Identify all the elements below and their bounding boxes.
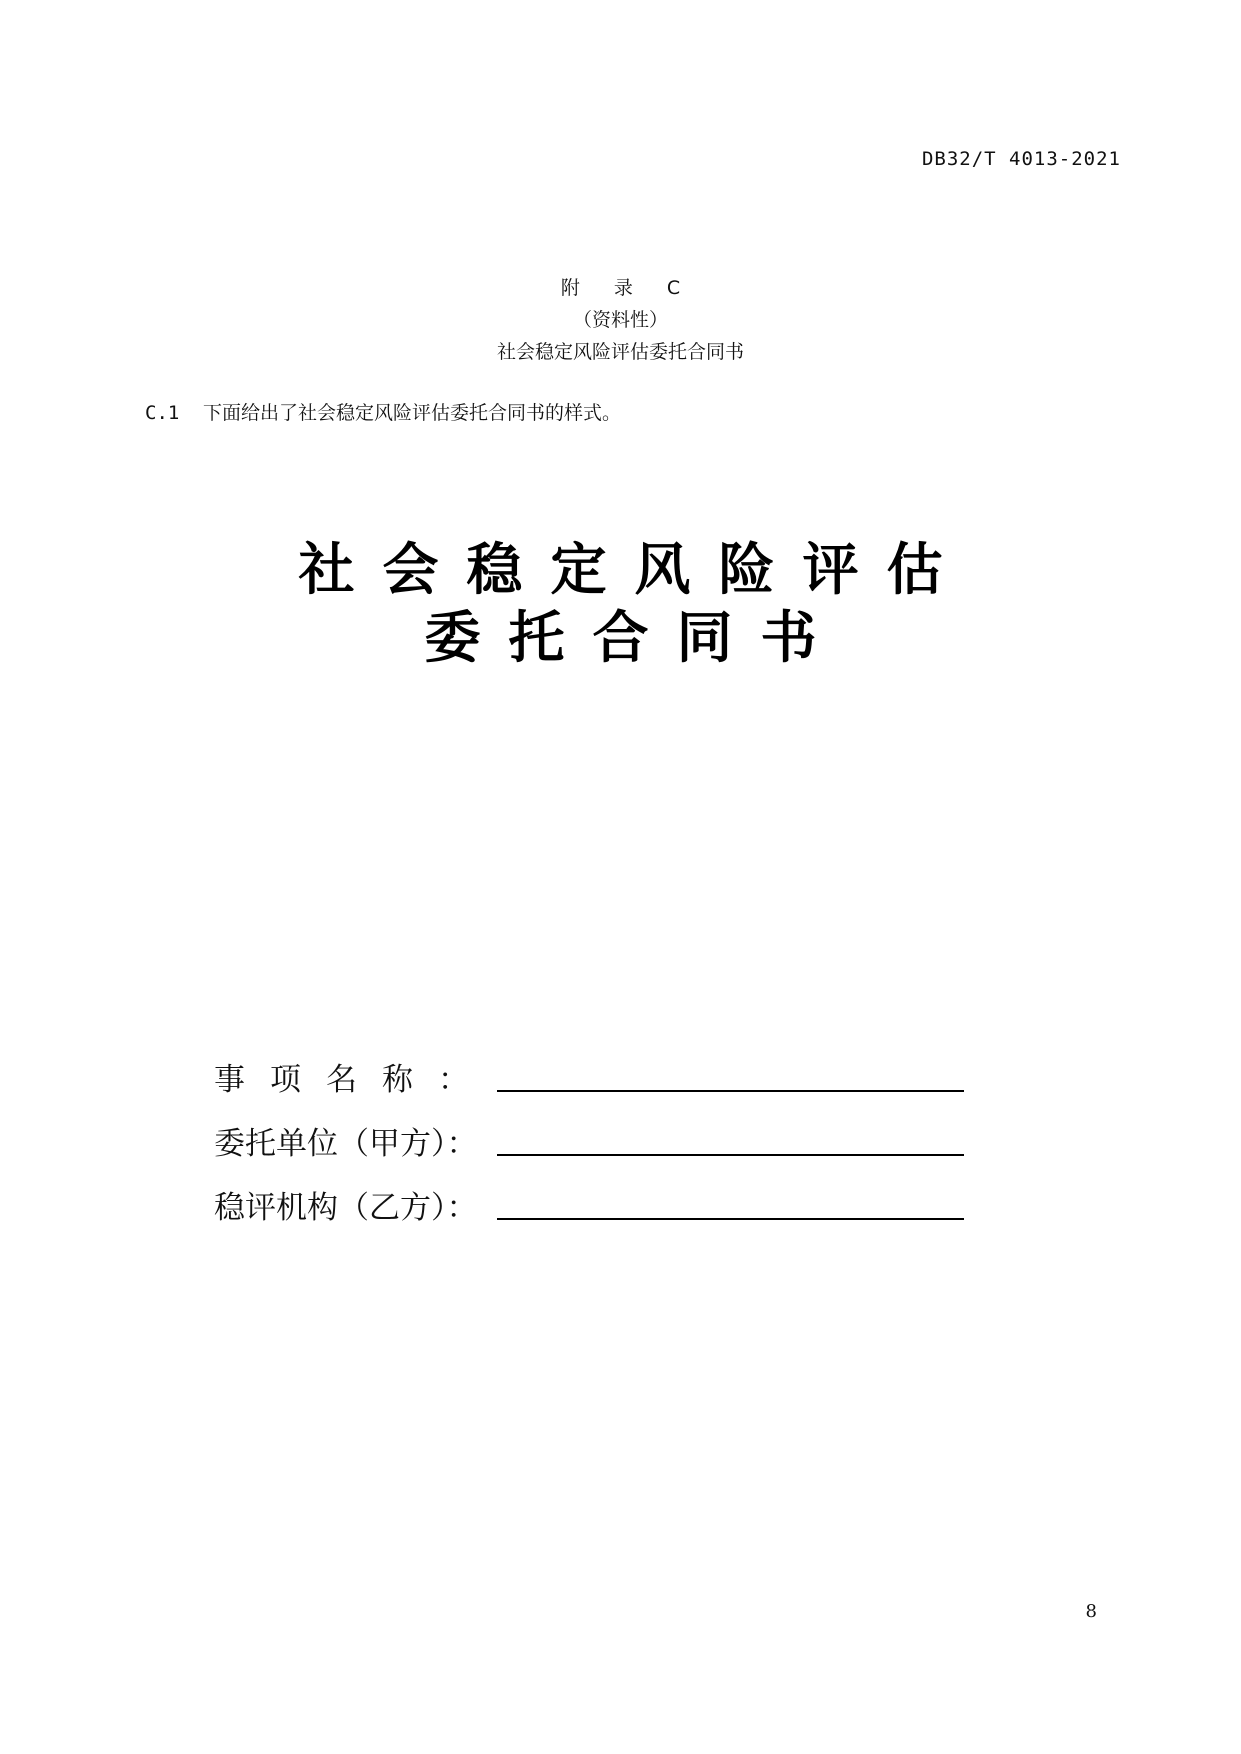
- form-row-agency: [214, 1166, 964, 1230]
- contract-form: [214, 1038, 964, 1230]
- cover-title-line2: 委托合同书: [424, 605, 845, 671]
- agency-field[interactable]: [497, 1218, 964, 1220]
- client-field[interactable]: [497, 1154, 964, 1156]
- appendix-nature: （资料性）: [572, 309, 668, 331]
- cover-title: [0, 536, 1241, 672]
- appendix-title: 社会稳定风险评估委托合同书: [496, 341, 744, 363]
- agency-label: 稳评机构（乙方）：: [214, 1190, 478, 1226]
- page-number: 8: [1085, 1601, 1097, 1622]
- matter-name-label: 事项名称：: [214, 1062, 494, 1098]
- clause-number: C.1: [145, 402, 180, 424]
- clause-text: 下面给出了社会稳定风险评估委托合同书的样式。: [203, 402, 622, 424]
- form-row-client: [214, 1102, 964, 1166]
- client-label: 委托单位（甲方）：: [214, 1126, 478, 1162]
- cover-title-line1: 社会稳定风险评估: [298, 537, 971, 603]
- standard-code: DB32/T 4013-2021: [921, 148, 1121, 170]
- clause-c1: [145, 398, 621, 425]
- form-row-matter-name: [214, 1038, 964, 1102]
- appendix-label: 附 录 C: [560, 277, 695, 299]
- matter-name-field[interactable]: [497, 1090, 964, 1092]
- appendix-heading: [0, 272, 1241, 368]
